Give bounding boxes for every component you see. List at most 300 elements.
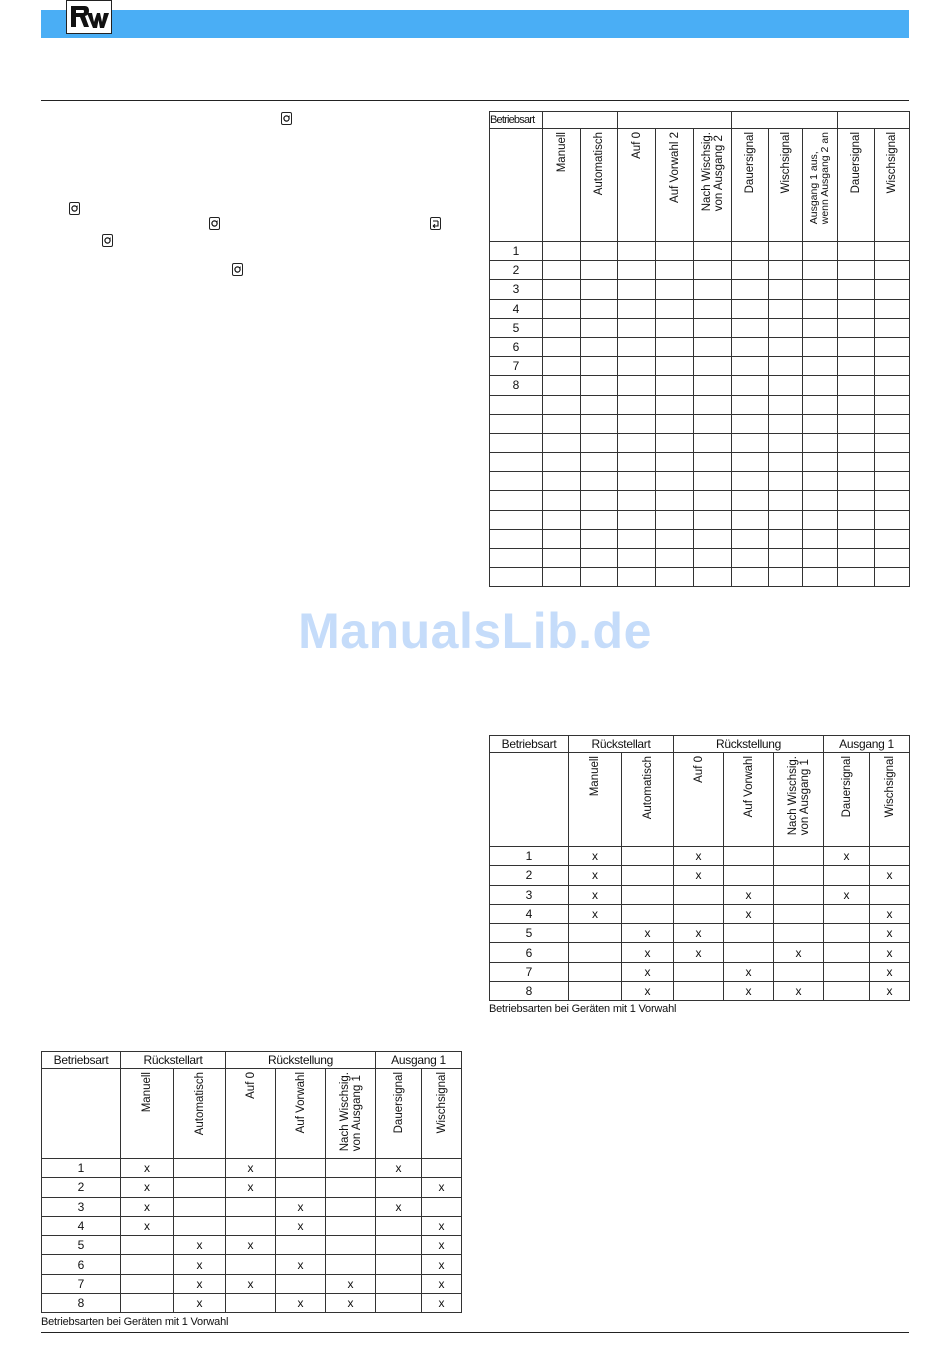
table-row — [42, 1255, 462, 1274]
table-cell — [694, 242, 732, 261]
table-cell — [732, 568, 769, 587]
table-row — [490, 376, 910, 395]
table-cell: x — [569, 904, 622, 923]
table-cell — [774, 866, 824, 885]
table-cell — [656, 299, 694, 318]
table-cell — [618, 357, 656, 376]
table-cell — [618, 395, 656, 414]
table-row — [490, 299, 910, 318]
table-cell — [732, 261, 769, 280]
table-row — [490, 904, 910, 923]
table-cell — [656, 549, 694, 568]
table-cell — [618, 318, 656, 337]
header-spacer-cell — [490, 753, 569, 847]
table-cell — [774, 904, 824, 923]
table-row — [42, 1159, 462, 1178]
header-spacer-cell — [42, 1069, 121, 1159]
row-number: 8 — [42, 1294, 121, 1313]
table-cell: x — [674, 866, 724, 885]
table-cell: x — [226, 1274, 276, 1293]
refresh-key-icon — [209, 217, 220, 230]
row-number — [490, 472, 543, 491]
table-cell — [618, 376, 656, 395]
table-cell: x — [622, 962, 674, 981]
row-number: 6 — [490, 337, 543, 356]
table-cell — [276, 1178, 326, 1197]
header-reset: Rückstellung — [674, 736, 824, 753]
table-cell — [618, 299, 656, 318]
table-row — [42, 1294, 462, 1313]
table-cell — [875, 510, 910, 529]
table-cell — [769, 299, 803, 318]
table-cell — [226, 1255, 276, 1274]
table-cell — [618, 472, 656, 491]
table-cell — [543, 529, 581, 548]
table-cell — [618, 433, 656, 452]
table-cell — [618, 242, 656, 261]
table-cell — [543, 337, 581, 356]
table-cell — [581, 318, 618, 337]
table-cell: x — [226, 1159, 276, 1178]
column-header: Dauersignal — [824, 753, 870, 847]
table-cell — [769, 318, 803, 337]
table-cell — [656, 376, 694, 395]
table-cell: x — [121, 1216, 174, 1235]
table-cell — [581, 242, 618, 261]
row-number: 8 — [490, 376, 543, 395]
row-number — [490, 491, 543, 510]
table-cell: x — [622, 982, 674, 1001]
table-cell — [121, 1274, 174, 1293]
table-cell: x — [276, 1255, 326, 1274]
table-cell — [581, 491, 618, 510]
table-cell — [803, 529, 838, 548]
table-cell — [674, 904, 724, 923]
table-cell: x — [121, 1178, 174, 1197]
table-cell: x — [422, 1274, 462, 1293]
row-number: 4 — [490, 904, 569, 923]
table-cell — [694, 472, 732, 491]
table-cell: x — [422, 1178, 462, 1197]
table-cell — [875, 357, 910, 376]
table-cell — [656, 395, 694, 414]
table-cell — [226, 1294, 276, 1313]
table-cell — [581, 395, 618, 414]
row-number: 2 — [490, 866, 569, 885]
table-cell: x — [870, 943, 910, 962]
table-cell — [656, 568, 694, 587]
table-cell — [543, 453, 581, 472]
table-cell — [875, 242, 910, 261]
table-row — [490, 924, 910, 943]
table-cell — [774, 924, 824, 943]
refresh-key-icon — [232, 263, 243, 276]
table-cell — [870, 885, 910, 904]
column-header: Dauersignal — [838, 129, 875, 242]
table-cell — [543, 472, 581, 491]
table-cell: x — [724, 885, 774, 904]
table-cell — [803, 318, 838, 337]
table-cell — [622, 847, 674, 866]
row-number — [490, 433, 543, 452]
table-cell — [803, 357, 838, 376]
row-number: 5 — [490, 318, 543, 337]
table-cell — [803, 299, 838, 318]
row-number: 5 — [42, 1236, 121, 1255]
column-header: Auf Vorwahl 2 — [656, 129, 694, 242]
table-cell — [824, 962, 870, 981]
table-cell — [732, 299, 769, 318]
table-cell — [732, 453, 769, 472]
table-cell — [769, 242, 803, 261]
table-cell — [838, 414, 875, 433]
table-cell — [875, 318, 910, 337]
table-cell: x — [774, 982, 824, 1001]
table-cell — [694, 568, 732, 587]
table-cell — [838, 395, 875, 414]
table-cell — [732, 318, 769, 337]
table-cell — [674, 962, 724, 981]
table-cell — [732, 337, 769, 356]
table-cell — [875, 261, 910, 280]
header-output: Ausgang 1 — [376, 1052, 462, 1069]
table-cell — [376, 1216, 422, 1235]
table-cell — [656, 491, 694, 510]
column-header: Wischsignal — [422, 1069, 462, 1159]
table-cell — [543, 395, 581, 414]
table-cell — [276, 1274, 326, 1293]
table-cell: x — [376, 1197, 422, 1216]
table-cell — [543, 510, 581, 529]
table-cell — [875, 568, 910, 587]
table-cell: x — [569, 847, 622, 866]
table-cell — [838, 529, 875, 548]
corner-label: Betriebsart — [490, 112, 543, 129]
table-row — [490, 337, 910, 356]
table-cell — [769, 280, 803, 299]
table-cell — [326, 1197, 376, 1216]
table-cell — [581, 433, 618, 452]
table-cell — [732, 242, 769, 261]
table-cell — [543, 414, 581, 433]
table-row — [490, 943, 910, 962]
table-cell — [838, 337, 875, 356]
table-cell — [121, 1255, 174, 1274]
table-cell — [618, 453, 656, 472]
table-cell: x — [422, 1294, 462, 1313]
table-cell — [694, 337, 732, 356]
row-number — [490, 529, 543, 548]
row-number: 2 — [42, 1178, 121, 1197]
table-cell: x — [724, 904, 774, 923]
table-cell — [543, 491, 581, 510]
table-cell: x — [174, 1255, 226, 1274]
row-number: 2 — [490, 261, 543, 280]
table-cell — [618, 510, 656, 529]
table-row — [490, 982, 910, 1001]
table-cell — [694, 491, 732, 510]
table-cell — [581, 376, 618, 395]
table-cell — [732, 433, 769, 452]
table-cell — [732, 357, 769, 376]
table-row — [42, 1178, 462, 1197]
row-number: 8 — [490, 982, 569, 1001]
table-cell — [732, 376, 769, 395]
table-cell — [694, 510, 732, 529]
table-cell — [618, 414, 656, 433]
table-cell — [618, 549, 656, 568]
table-cell — [581, 280, 618, 299]
table-row — [490, 433, 910, 452]
table-cell: x — [326, 1294, 376, 1313]
table-cell — [769, 453, 803, 472]
table-row — [42, 1274, 462, 1293]
table-cell — [694, 453, 732, 472]
column-header: Dauersignal — [732, 129, 769, 242]
header-mode: Betriebsart — [42, 1052, 121, 1069]
column-header: Manuell — [121, 1069, 174, 1159]
table-cell — [694, 395, 732, 414]
table-cell: x — [422, 1216, 462, 1235]
table-cell — [769, 568, 803, 587]
table-cell — [656, 261, 694, 280]
table-cell — [803, 242, 838, 261]
table-cell — [838, 568, 875, 587]
table-cell — [803, 395, 838, 414]
rw-logo — [66, 0, 112, 34]
table-cell — [174, 1197, 226, 1216]
table-cell — [581, 261, 618, 280]
group-header-cell — [543, 112, 618, 129]
table-cell: x — [870, 866, 910, 885]
table-cell — [875, 549, 910, 568]
table-cell — [732, 280, 769, 299]
table-cell — [581, 299, 618, 318]
table-cell: x — [674, 924, 724, 943]
table-cell — [656, 337, 694, 356]
column-header: Auf Vorwahl — [276, 1069, 326, 1159]
column-header: Nach Wischsig. von Ausgang 1 — [774, 753, 824, 847]
table-cell — [838, 472, 875, 491]
table-cell — [422, 1197, 462, 1216]
row-number — [490, 395, 543, 414]
column-header: Nach Wischsig. von Ausgang 2 — [694, 129, 732, 242]
table-cell — [618, 568, 656, 587]
table-row — [490, 568, 910, 587]
table-cell: x — [622, 943, 674, 962]
table-cell — [769, 261, 803, 280]
table-cell — [824, 982, 870, 1001]
table-cell: x — [226, 1178, 276, 1197]
table-row — [490, 491, 910, 510]
refresh-key-icon — [102, 234, 113, 247]
table-row — [490, 529, 910, 548]
table-cell — [803, 280, 838, 299]
header-reset-type: Rückstellart — [121, 1052, 226, 1069]
table-cell: x — [422, 1255, 462, 1274]
table-cell — [581, 549, 618, 568]
column-header: Ausgang 1 aus, wenn Ausgang 2 an — [803, 129, 838, 242]
table-cell — [875, 433, 910, 452]
header-reset: Rückstellung — [226, 1052, 376, 1069]
table-cell — [824, 924, 870, 943]
table-cell: x — [774, 943, 824, 962]
table-row — [490, 549, 910, 568]
column-header: Auf 0 — [674, 753, 724, 847]
table-cell — [774, 962, 824, 981]
table-row — [490, 962, 910, 981]
table-cell — [326, 1159, 376, 1178]
table-row — [42, 1236, 462, 1255]
table-cell — [326, 1216, 376, 1235]
table-cell — [674, 885, 724, 904]
table-cell — [121, 1236, 174, 1255]
table-cell — [581, 529, 618, 548]
row-number: 1 — [490, 847, 569, 866]
table-cell — [732, 472, 769, 491]
row-number: 6 — [42, 1255, 121, 1274]
table-cell — [769, 549, 803, 568]
table-cell — [581, 510, 618, 529]
table-cell — [769, 433, 803, 452]
table-cell: x — [824, 885, 870, 904]
header-reset-type: Rückstellart — [569, 736, 674, 753]
group-header-cell — [618, 112, 732, 129]
table-cell — [622, 866, 674, 885]
table-cell — [276, 1159, 326, 1178]
row-number: 3 — [42, 1197, 121, 1216]
table-row — [490, 280, 910, 299]
table-cell — [803, 491, 838, 510]
table-cell — [581, 453, 618, 472]
table-cell: x — [276, 1294, 326, 1313]
table-cell — [618, 529, 656, 548]
operating-mode-table-right — [489, 735, 910, 1001]
row-number: 7 — [42, 1274, 121, 1293]
table-cell: x — [226, 1236, 276, 1255]
table-cell — [769, 510, 803, 529]
table-row — [490, 510, 910, 529]
row-number: 3 — [490, 885, 569, 904]
table-cell — [618, 280, 656, 299]
table-row — [490, 885, 910, 904]
table-cell — [803, 337, 838, 356]
table-cell — [875, 376, 910, 395]
table-cell — [875, 299, 910, 318]
row-number: 1 — [42, 1159, 121, 1178]
table-cell — [803, 472, 838, 491]
row-number: 4 — [42, 1216, 121, 1235]
group-header-cell — [732, 112, 838, 129]
table-cell — [174, 1216, 226, 1235]
table-cell — [618, 491, 656, 510]
table-cell: x — [326, 1274, 376, 1293]
table-cell — [870, 847, 910, 866]
table-row — [490, 242, 910, 261]
row-number — [490, 414, 543, 433]
table-cell — [422, 1159, 462, 1178]
header-output: Ausgang 1 — [824, 736, 910, 753]
table-cell — [694, 414, 732, 433]
table-cell — [174, 1178, 226, 1197]
column-header: Manuell — [543, 129, 581, 242]
table-cell — [875, 414, 910, 433]
group-header-cell — [838, 112, 910, 129]
table-cell — [838, 357, 875, 376]
table-cell — [543, 318, 581, 337]
table-cell — [803, 261, 838, 280]
table-cell — [376, 1178, 422, 1197]
table-cell — [769, 357, 803, 376]
table-cell — [656, 242, 694, 261]
table-cell: x — [724, 982, 774, 1001]
refresh-key-icon — [69, 202, 80, 215]
table-cell — [803, 510, 838, 529]
table-cell — [581, 337, 618, 356]
table-cell — [838, 453, 875, 472]
header-mode: Betriebsart — [490, 736, 569, 753]
table-cell — [774, 847, 824, 866]
table-cell — [656, 510, 694, 529]
table-cell — [618, 337, 656, 356]
table-cell — [569, 982, 622, 1001]
table-cell: x — [174, 1294, 226, 1313]
table-cell: x — [276, 1216, 326, 1235]
table-cell — [838, 299, 875, 318]
table-cell — [803, 433, 838, 452]
table-cell — [656, 472, 694, 491]
column-header: Wischsignal — [875, 129, 910, 242]
table-cell — [674, 982, 724, 1001]
column-header: Automatisch — [622, 753, 674, 847]
table-cell: x — [569, 866, 622, 885]
table-cell — [622, 904, 674, 923]
table-cell — [226, 1216, 276, 1235]
row-number: 7 — [490, 357, 543, 376]
table-cell — [543, 376, 581, 395]
operating-mode-table-empty — [489, 111, 910, 587]
header-band — [41, 10, 909, 38]
table-cell — [376, 1274, 422, 1293]
table-cell — [875, 395, 910, 414]
table-cell — [838, 510, 875, 529]
column-header: Dauersignal — [376, 1069, 422, 1159]
table-cell — [656, 529, 694, 548]
table-row — [490, 318, 910, 337]
table-cell — [694, 549, 732, 568]
table-cell — [543, 568, 581, 587]
column-header: Wischsignal — [769, 129, 803, 242]
table-cell: x — [724, 962, 774, 981]
table-row — [490, 414, 910, 433]
column-header: Manuell — [569, 753, 622, 847]
table-cell — [769, 414, 803, 433]
table-cell — [774, 885, 824, 904]
table-cell: x — [174, 1274, 226, 1293]
top-rule — [41, 100, 909, 101]
table-cell: x — [870, 924, 910, 943]
table-cell: x — [121, 1197, 174, 1216]
table-cell — [875, 337, 910, 356]
table-cell — [376, 1255, 422, 1274]
table-cell — [656, 357, 694, 376]
table-cell — [656, 453, 694, 472]
table-cell — [732, 414, 769, 433]
watermark: ManualsLib.de — [298, 603, 652, 659]
table-cell — [724, 847, 774, 866]
table-cell — [326, 1178, 376, 1197]
table-cell — [875, 280, 910, 299]
